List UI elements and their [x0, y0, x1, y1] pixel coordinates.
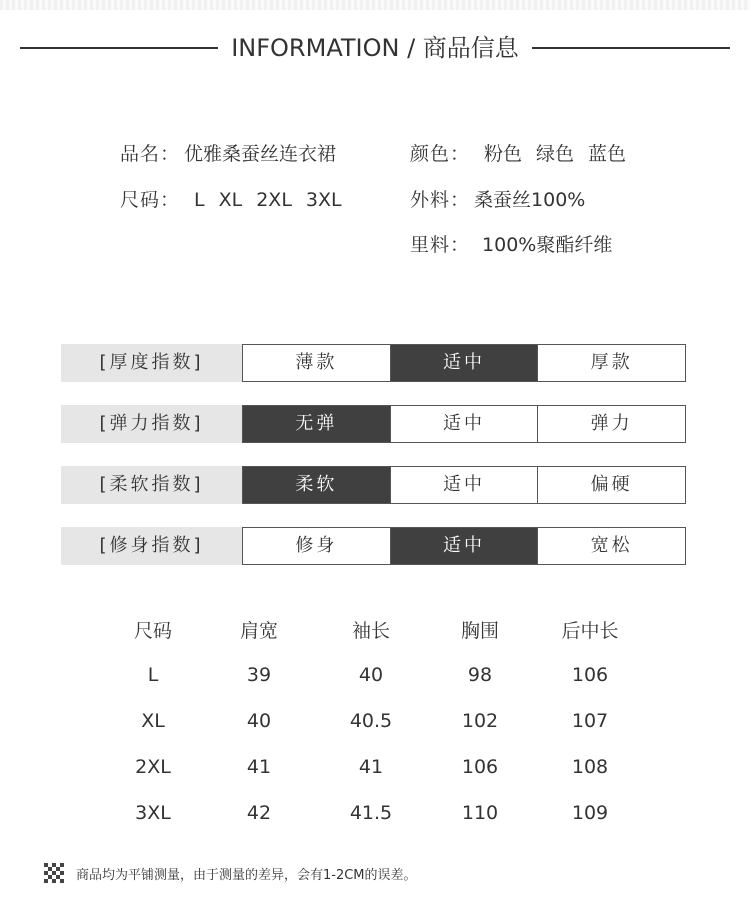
scale-thickness: [61, 344, 686, 382]
color-option: 粉色: [484, 143, 523, 165]
scale-softness: [61, 466, 686, 504]
scale-option: 厚款: [537, 345, 685, 381]
table-cell: 42: [246, 802, 272, 824]
table-cell: 110: [461, 802, 499, 824]
info-color: [410, 141, 626, 167]
table-cell: 108: [571, 756, 609, 778]
table-cell: 39: [246, 664, 272, 686]
table-header-cell: 后中长: [561, 619, 619, 642]
table-cell: L: [147, 664, 159, 686]
scale-options: [242, 527, 686, 565]
table-row: [100, 790, 650, 836]
top-texture-band: [0, 0, 750, 10]
scale-label: [厚度指数]: [61, 344, 242, 382]
table-header-cell: 胸围: [460, 619, 499, 642]
color-option: 蓝色: [588, 143, 627, 165]
scale-elasticity: [61, 405, 686, 443]
scale-option: 无弹: [243, 406, 390, 442]
table-row: [100, 744, 650, 790]
color-option: 绿色: [536, 143, 575, 165]
info-outer-fabric: [410, 187, 585, 213]
scale-option: 柔软: [243, 467, 390, 503]
info-label: 颜色：: [410, 143, 471, 165]
scale-label: [修身指数]: [61, 527, 242, 565]
table-cell: 109: [571, 802, 609, 824]
size-table: [100, 606, 650, 836]
scale-option: 弹力: [537, 406, 685, 442]
scale-option: 宽松: [537, 528, 685, 564]
table-cell: 106: [461, 756, 499, 778]
header-rule-right: [532, 47, 730, 49]
info-label: 品名：: [120, 143, 181, 165]
size-option: XL: [218, 189, 243, 211]
scale-options: [242, 405, 686, 443]
info-value: 优雅桑蚕丝连衣裙: [184, 143, 337, 165]
info-size: [120, 187, 342, 213]
table-cell: 102: [461, 710, 499, 732]
measurement-note: [44, 862, 417, 884]
info-value: 桑蚕丝100%: [474, 189, 586, 211]
info-label: 外料：: [410, 189, 471, 211]
table-cell: 41: [246, 756, 272, 778]
scale-option: 薄款: [295, 352, 338, 373]
table-row: [100, 698, 650, 744]
table-cell: 107: [571, 710, 609, 732]
table-cell: 106: [571, 664, 609, 686]
table-row: [100, 652, 650, 698]
size-option: L: [194, 189, 205, 211]
scale-option: 偏硬: [537, 467, 685, 503]
info-lining: [410, 232, 612, 258]
info-product-name: [120, 141, 336, 167]
scale-label: [弹力指数]: [61, 405, 242, 443]
scale-label: [柔软指数]: [61, 466, 242, 504]
scale-fit: [61, 527, 686, 565]
table-cell: 40: [358, 664, 384, 686]
table-cell: 41.5: [349, 802, 393, 824]
pattern-icon: [44, 863, 64, 883]
table-header-cell: 尺码: [133, 619, 172, 642]
section-header: [0, 30, 750, 66]
scale-option: 适中: [390, 406, 538, 442]
header-rule-left: [20, 47, 218, 49]
scale-option: 适中: [390, 345, 538, 381]
table-header-cell: 袖长: [351, 619, 390, 642]
scale-options: [242, 344, 686, 382]
table-cell: 40.5: [349, 710, 393, 732]
table-header-row: [100, 606, 650, 652]
table-cell: 40: [246, 710, 272, 732]
scale-option: 修身: [295, 535, 338, 556]
scale-options: [242, 466, 686, 504]
info-value: 100%聚酯纤维: [482, 234, 613, 256]
table-cell: 98: [467, 664, 493, 686]
table-cell: XL: [141, 710, 165, 732]
note-text: 商品均为平铺测量，由于测量的差异，会有1-2CM的误差。: [76, 867, 417, 883]
size-option: 2XL: [256, 189, 292, 211]
table-header-cell: 肩宽: [239, 619, 278, 642]
scale-option: 适中: [390, 528, 538, 564]
info-label: 里料：: [410, 234, 471, 256]
size-option: 3XL: [305, 189, 342, 211]
scale-option: 适中: [390, 467, 538, 503]
table-cell: 2XL: [135, 756, 171, 778]
table-cell: 3XL: [135, 802, 171, 824]
section-title: INFORMATION / 商品信息: [231, 34, 519, 62]
table-cell: 41: [358, 756, 384, 778]
info-label: 尺码：: [120, 189, 181, 211]
